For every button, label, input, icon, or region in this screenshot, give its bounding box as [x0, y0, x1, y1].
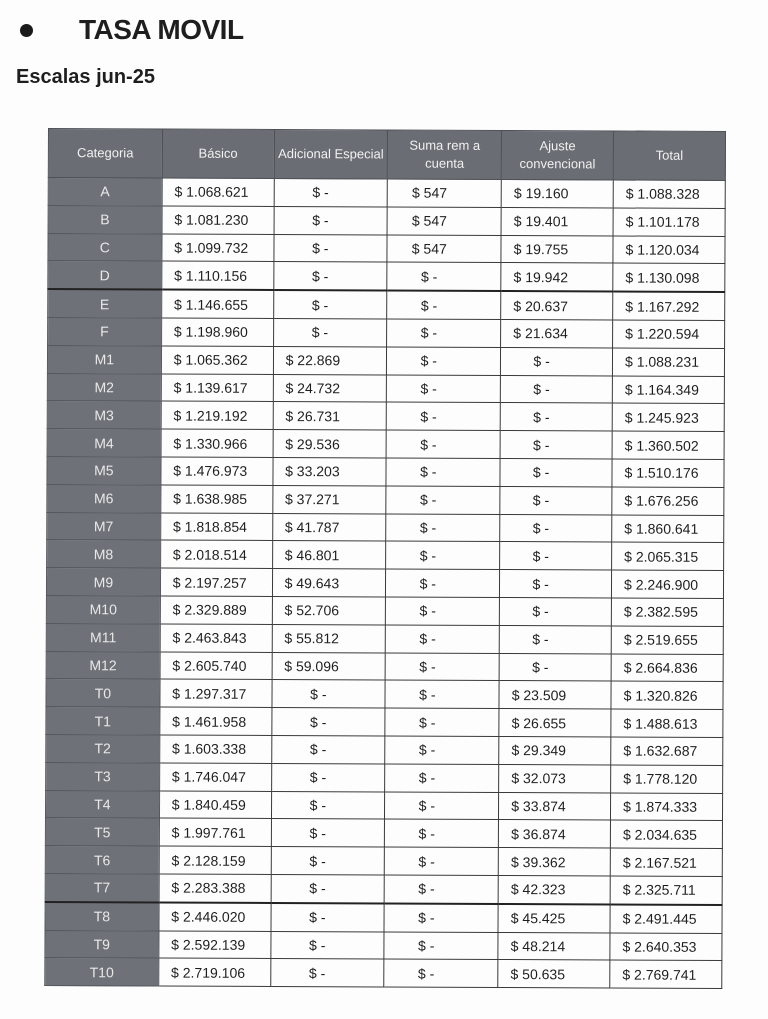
table-body [45, 178, 726, 989]
section-heading [18, 10, 244, 50]
ajuste-cell: $ - [500, 542, 612, 570]
category-cell: E [48, 289, 162, 318]
adicional-cell: $ 46.801 [272, 541, 386, 569]
table-row [48, 178, 725, 209]
table-row [45, 818, 722, 849]
suma-cell: $ - [387, 291, 501, 320]
table-row [47, 345, 724, 376]
ajuste-cell: $ 48.214 [498, 932, 610, 960]
ajuste-cell: $ 23.509 [499, 681, 611, 709]
category-cell: C [48, 233, 162, 261]
table-row [48, 317, 725, 348]
table-row [46, 651, 723, 682]
table-row [46, 623, 723, 654]
category-cell: T6 [45, 846, 159, 874]
suma-cell: $ - [387, 319, 501, 347]
category-cell: M3 [47, 401, 161, 429]
basico-cell: $ 2.719.106 [159, 958, 271, 986]
table-row [48, 261, 725, 292]
ajuste-cell: $ - [500, 514, 612, 542]
total-cell: $ 1.101.178 [613, 208, 725, 236]
adicional-cell: $ - [271, 735, 385, 763]
table-row [46, 679, 723, 710]
suma-cell: $ - [386, 597, 500, 625]
total-cell: $ 1.088.231 [612, 348, 724, 376]
basico-cell: $ 1.461.958 [160, 707, 272, 735]
adicional-cell: $ - [274, 206, 388, 234]
suma-cell: $ - [384, 931, 498, 959]
category-cell: M10 [46, 595, 160, 623]
total-cell: $ 1.245.923 [612, 403, 724, 431]
total-cell: $ 1.320.826 [611, 681, 723, 709]
page-title: TASA MOVIL [79, 14, 244, 45]
table-row [47, 429, 724, 460]
suma-cell: $ - [386, 486, 500, 514]
adicional-cell: $ - [271, 874, 385, 903]
suma-cell: $ - [387, 347, 501, 375]
ajuste-cell: $ 20.637 [501, 291, 613, 320]
scale-subtitle: Escalas jun-25 [16, 66, 155, 88]
table-row [47, 484, 724, 515]
total-cell: $ 2.519.655 [611, 626, 723, 654]
basico-cell: $ 1.476.973 [161, 457, 273, 485]
total-cell: $ 2.382.595 [611, 598, 723, 626]
suma-cell: $ - [385, 847, 499, 875]
basico-cell: $ 2.446.020 [159, 902, 271, 931]
table-row [45, 930, 722, 961]
total-cell: $ 1.120.034 [613, 236, 725, 264]
table-row [46, 762, 723, 793]
suma-cell: $ - [385, 736, 499, 764]
basico-cell: $ 1.297.317 [160, 679, 272, 707]
basico-cell: $ 1.818.854 [160, 513, 272, 541]
category-cell: M2 [47, 373, 161, 401]
adicional-cell: $ - [271, 763, 385, 791]
table-row [47, 540, 724, 571]
ajuste-cell: $ 29.349 [499, 736, 611, 764]
ajuste-cell: $ - [500, 486, 612, 514]
adicional-cell: $ 52.706 [272, 596, 386, 624]
suma-cell: $ - [386, 625, 500, 653]
basico-cell: $ 1.219.192 [161, 401, 273, 429]
total-cell: $ 1.360.502 [612, 431, 724, 459]
total-cell: $ 1.088.328 [613, 180, 725, 208]
adicional-cell: $ - [272, 680, 386, 708]
total-cell: $ 1.874.333 [611, 792, 723, 820]
category-cell: D [48, 261, 162, 290]
category-cell: T9 [45, 930, 159, 958]
category-cell: M6 [47, 484, 161, 512]
suma-cell: $ - [384, 903, 498, 932]
ajuste-cell: $ - [500, 458, 612, 486]
suma-cell: $ - [385, 708, 499, 736]
bullet-icon [20, 24, 33, 37]
basico-cell: $ 2.329.889 [160, 596, 272, 624]
table-row [47, 401, 724, 432]
total-cell: $ 2.246.900 [612, 570, 724, 598]
adicional-cell: $ - [274, 178, 388, 206]
suma-cell: $ - [385, 875, 499, 904]
adicional-cell: $ - [271, 903, 385, 932]
total-cell: $ 1.220.594 [613, 320, 725, 348]
ajuste-cell: $ 45.425 [498, 904, 610, 933]
total-cell: $ 1.164.349 [612, 376, 724, 404]
adicional-cell: $ 49.643 [272, 569, 386, 597]
adicional-cell: $ - [273, 262, 387, 291]
category-cell: T0 [46, 679, 160, 707]
suma-cell: $ - [385, 819, 499, 847]
total-cell: $ 1.488.613 [611, 709, 723, 737]
basico-cell: $ 1.146.655 [161, 290, 273, 319]
ajuste-cell: $ 33.874 [499, 792, 611, 820]
adicional-cell: $ - [271, 847, 385, 875]
total-cell: $ 1.167.292 [613, 292, 725, 321]
table-row [48, 205, 725, 236]
adicional-cell: $ - [270, 959, 384, 987]
ajuste-cell: $ 50.635 [498, 960, 610, 988]
table-row [46, 707, 723, 738]
adicional-cell: $ 37.271 [272, 485, 386, 513]
basico-cell: $ 1.065.362 [161, 346, 273, 374]
category-cell: T7 [45, 873, 159, 902]
category-cell: B [48, 205, 162, 233]
adicional-cell: $ - [274, 234, 388, 262]
basico-cell: $ 1.638.985 [161, 485, 273, 513]
table-row [48, 289, 725, 320]
category-cell: M7 [47, 512, 161, 540]
ajuste-cell: $ - [500, 431, 612, 459]
total-cell: $ 1.676.256 [612, 487, 724, 515]
total-cell: $ 1.130.098 [613, 263, 725, 292]
total-cell: $ 2.325.711 [610, 876, 722, 905]
suma-cell: $ - [384, 959, 498, 987]
basico-cell: $ 1.081.230 [162, 206, 274, 234]
basico-cell: $ 1.110.156 [162, 261, 274, 290]
basico-cell: $ 1.746.047 [159, 763, 271, 791]
category-cell: F [48, 317, 162, 345]
category-cell: T4 [45, 790, 159, 818]
table-row [45, 846, 722, 877]
category-cell: T2 [46, 734, 160, 762]
basico-cell: $ 1.840.459 [159, 791, 271, 819]
header-total: Total [613, 131, 725, 180]
adicional-cell: $ 22.869 [273, 346, 387, 374]
suma-cell: $ - [387, 402, 501, 430]
table-row [48, 233, 725, 264]
adicional-cell: $ 26.731 [273, 402, 387, 430]
ajuste-cell: $ 42.323 [498, 875, 610, 904]
total-cell: $ 2.065.315 [612, 542, 724, 570]
table-row [46, 568, 723, 599]
total-cell: $ 1.632.687 [611, 737, 723, 765]
ajuste-cell: $ 26.655 [499, 709, 611, 737]
adicional-cell: $ 33.203 [273, 457, 387, 485]
category-cell: T3 [46, 762, 160, 790]
ajuste-cell: $ 19.160 [501, 179, 613, 207]
table-row [46, 595, 723, 626]
suma-cell: $ - [385, 764, 499, 792]
total-cell: $ 1.510.176 [612, 459, 724, 487]
category-cell: M5 [47, 456, 161, 484]
basico-cell: $ 2.018.514 [160, 540, 272, 568]
basico-cell: $ 2.283.388 [159, 874, 271, 903]
total-cell: $ 2.664.836 [611, 654, 723, 682]
suma-cell: $ 547 [387, 235, 501, 263]
suma-cell: $ - [386, 541, 500, 569]
category-cell: T10 [45, 958, 159, 986]
category-cell: A [48, 178, 162, 206]
adicional-cell: $ - [271, 791, 385, 819]
ajuste-cell: $ - [500, 570, 612, 598]
total-cell: $ 1.860.641 [612, 515, 724, 543]
basico-cell: $ 2.128.159 [159, 846, 271, 874]
basico-cell: $ 1.068.621 [162, 178, 274, 206]
adicional-cell: $ - [271, 819, 385, 847]
table-row [47, 456, 724, 487]
basico-cell: $ 1.603.338 [159, 735, 271, 763]
basico-cell: $ 1.198.960 [161, 318, 273, 346]
table-row [45, 790, 722, 821]
basico-cell: $ 2.592.139 [159, 931, 271, 959]
adicional-cell: $ 29.536 [273, 430, 387, 458]
ajuste-cell: $ - [500, 597, 612, 625]
suma-cell: $ - [387, 262, 501, 291]
ajuste-cell: $ - [499, 625, 611, 653]
adicional-cell: $ - [271, 931, 385, 959]
total-cell: $ 2.491.445 [610, 904, 722, 933]
adicional-cell: $ - [271, 708, 385, 736]
total-cell: $ 2.167.521 [610, 848, 722, 876]
header-basico: Básico [162, 129, 274, 178]
suma-cell: $ - [386, 458, 500, 486]
suma-cell: $ - [385, 792, 499, 820]
table-row [47, 512, 724, 543]
table-header-row [48, 129, 725, 181]
basico-cell: $ 2.463.843 [160, 624, 272, 652]
basico-cell: $ 2.605.740 [160, 652, 272, 680]
suma-cell: $ - [386, 430, 500, 458]
ajuste-cell: $ - [501, 375, 613, 403]
header-ajuste-convencional: Ajuste convencional [501, 130, 613, 179]
suma-cell: $ 547 [387, 207, 501, 235]
ajuste-cell: $ - [500, 403, 612, 431]
adicional-cell: $ 55.812 [272, 624, 386, 652]
adicional-cell: $ - [273, 290, 387, 319]
adicional-cell: $ 41.787 [272, 513, 386, 541]
ajuste-cell: $ 19.755 [501, 235, 613, 263]
adicional-cell: $ 24.732 [273, 374, 387, 402]
total-cell: $ 2.769.741 [610, 960, 722, 988]
table-row [45, 958, 722, 989]
category-cell: T5 [45, 818, 159, 846]
category-cell: T8 [45, 902, 159, 931]
ajuste-cell: $ - [501, 347, 613, 375]
ajuste-cell: $ 36.874 [499, 820, 611, 848]
header-categoria: Categoria [48, 129, 162, 178]
ajuste-cell: $ 32.073 [499, 764, 611, 792]
header-suma-rem-a-cuenta: Suma rem a cuenta [388, 130, 502, 179]
ajuste-cell: $ 19.401 [501, 207, 613, 235]
category-cell: M9 [46, 568, 160, 596]
total-cell: $ 1.778.120 [611, 765, 723, 793]
adicional-cell: $ - [273, 318, 387, 346]
category-cell: M11 [46, 623, 160, 651]
category-cell: T1 [46, 707, 160, 735]
total-cell: $ 2.034.635 [610, 820, 722, 848]
basico-cell: $ 1.997.761 [159, 818, 271, 846]
header-adicional-especial: Adicional Especial [274, 129, 388, 178]
category-cell: M12 [46, 651, 160, 679]
category-cell: M4 [47, 429, 161, 457]
basico-cell: $ 1.330.966 [161, 429, 273, 457]
ajuste-cell: $ 21.634 [501, 319, 613, 347]
basico-cell: $ 1.139.617 [161, 374, 273, 402]
ajuste-cell: $ - [499, 653, 611, 681]
basico-cell: $ 1.099.732 [162, 234, 274, 262]
suma-cell: $ - [386, 653, 500, 681]
salary-scale-table [44, 128, 726, 989]
ajuste-cell: $ 19.942 [501, 263, 613, 292]
category-cell: M1 [47, 345, 161, 373]
suma-cell: $ 547 [388, 179, 502, 207]
table-row [45, 902, 722, 933]
basico-cell: $ 2.197.257 [160, 568, 272, 596]
total-cell: $ 2.640.353 [610, 932, 722, 960]
table-row [47, 373, 724, 404]
adicional-cell: $ 59.096 [272, 652, 386, 680]
ajuste-cell: $ 39.362 [498, 848, 610, 876]
suma-cell: $ - [386, 569, 500, 597]
table-row [46, 734, 723, 765]
suma-cell: $ - [385, 680, 499, 708]
category-cell: M8 [47, 540, 161, 568]
suma-cell: $ - [386, 514, 500, 542]
table-row [45, 873, 722, 904]
suma-cell: $ - [387, 375, 501, 403]
